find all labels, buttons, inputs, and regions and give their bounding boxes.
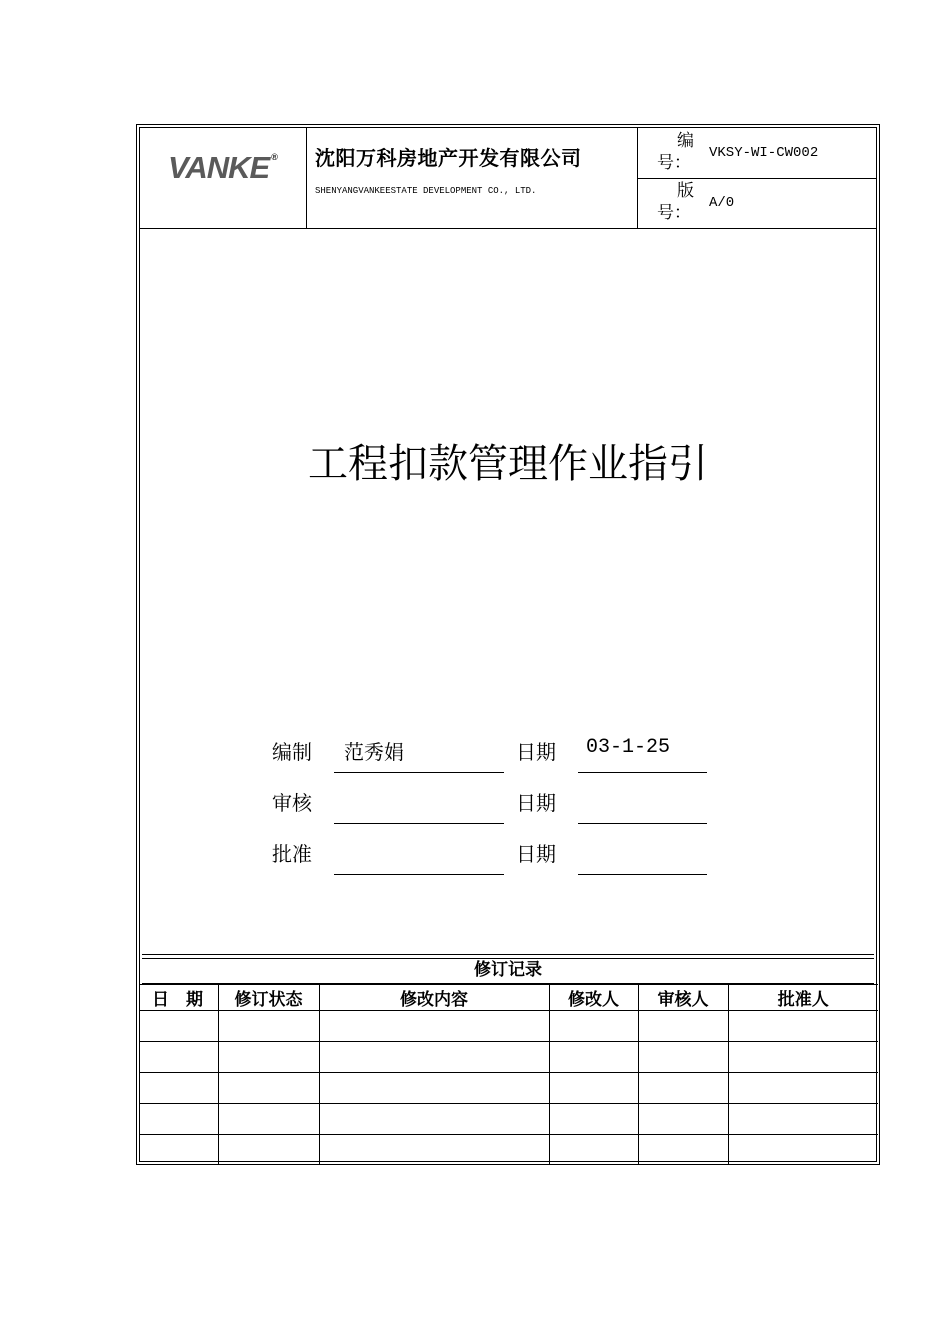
table-cell: [218, 1073, 319, 1104]
revision-header-row: [140, 985, 878, 1011]
signature-label: 批准: [272, 842, 312, 866]
table-cell: [319, 1073, 549, 1104]
column-header-modifier: 修改人: [549, 985, 638, 1011]
table-cell: [549, 1011, 638, 1042]
table-cell: [549, 1135, 638, 1166]
signature-row-prepared: [272, 724, 722, 774]
table-cell: [319, 1042, 549, 1073]
signature-line: [334, 775, 504, 824]
table-cell: [638, 1135, 728, 1166]
table-cell: [218, 1104, 319, 1135]
column-header-status: 修订状态: [218, 985, 319, 1011]
column-header-content: 修改内容: [319, 985, 549, 1011]
table-row: [140, 1104, 878, 1135]
company-name-cn: 沈阳万科房地产开发有限公司: [315, 146, 582, 170]
date-line: [578, 775, 707, 824]
table-cell: [218, 1011, 319, 1042]
doc-code-label: 编 号：: [657, 131, 694, 173]
table-cell: [549, 1042, 638, 1073]
revision-table: [140, 984, 878, 1165]
date-line: [578, 724, 707, 773]
table-cell: [319, 1011, 549, 1042]
company-name-en: SHENYANGVANKEESTATE DEVELOPMENT CO., LTD.: [315, 186, 537, 196]
table-cell: [140, 1135, 218, 1166]
table-cell: [319, 1104, 549, 1135]
table-cell: [728, 1135, 878, 1166]
signature-line: [334, 724, 504, 773]
signature-line: [334, 826, 504, 875]
document-inner-frame: [139, 127, 877, 1162]
table-cell: [638, 1042, 728, 1073]
date-label: 日期: [516, 842, 556, 866]
document-title: 工程扣款管理作业指引: [308, 441, 708, 487]
table-row: [140, 1135, 878, 1166]
signature-value: 范秀娟: [344, 740, 404, 764]
signature-row-reviewed: [272, 775, 722, 825]
company-cell: [306, 128, 638, 228]
column-header-reviewer: 审核人: [638, 985, 728, 1011]
logo-text: VANKE: [168, 150, 270, 185]
column-header-approver: 批准人: [728, 985, 878, 1011]
table-cell: [140, 1104, 218, 1135]
table-cell: [638, 1104, 728, 1135]
date-value: 03-1-25: [586, 736, 671, 759]
doc-version-label: 版 号：: [657, 181, 694, 223]
signature-row-approved: [272, 826, 722, 876]
signature-label: 编制: [272, 740, 312, 764]
doc-version-row: [637, 178, 876, 228]
vanke-logo: [168, 150, 277, 186]
table-row: [140, 1042, 878, 1073]
date-line: [578, 826, 707, 875]
table-cell: [728, 1104, 878, 1135]
logo-cell: [140, 128, 307, 228]
signature-label: 审核: [272, 791, 312, 815]
document-frame: [136, 124, 880, 1165]
registered-mark: ®: [271, 152, 277, 162]
document-header: [140, 128, 876, 229]
table-cell: [728, 1073, 878, 1104]
date-label: 日期: [516, 740, 556, 764]
date-label: 日期: [516, 791, 556, 815]
table-row: [140, 1073, 878, 1104]
table-cell: [218, 1135, 319, 1166]
table-cell: [728, 1011, 878, 1042]
table-cell: [728, 1042, 878, 1073]
table-cell: [549, 1073, 638, 1104]
column-header-date: 日 期: [140, 985, 218, 1011]
doc-code-value: VKSY-WI-CW002: [709, 145, 819, 161]
doc-version-value: A/0: [709, 195, 735, 211]
table-cell: [140, 1073, 218, 1104]
table-cell: [218, 1042, 319, 1073]
table-cell: [638, 1011, 728, 1042]
table-row: [140, 1011, 878, 1042]
table-cell: [319, 1135, 549, 1166]
table-cell: [140, 1042, 218, 1073]
table-cell: [140, 1011, 218, 1042]
revision-title: 修订记录: [142, 958, 874, 984]
table-cell: [638, 1073, 728, 1104]
table-cell: [549, 1104, 638, 1135]
doc-code-row: [637, 128, 876, 179]
